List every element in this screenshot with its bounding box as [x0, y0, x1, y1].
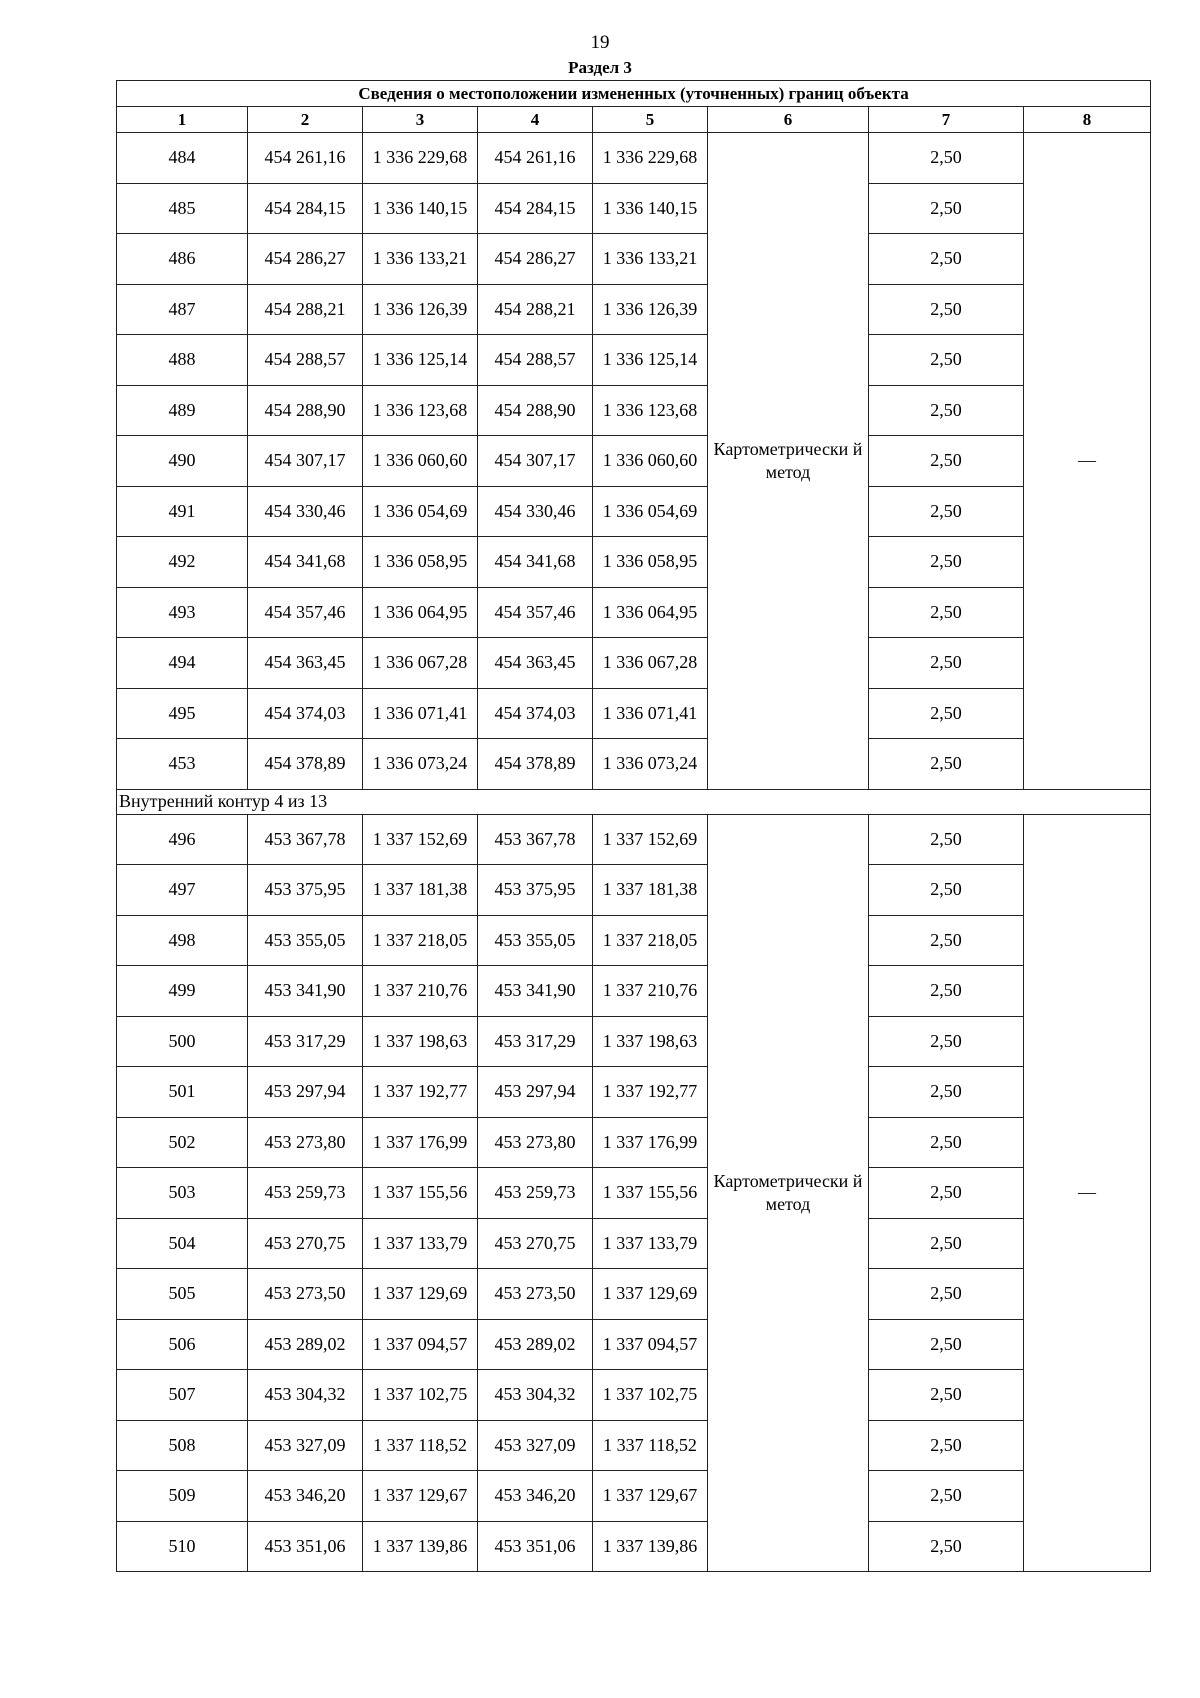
coord-x-existing: 454 357,46	[248, 587, 363, 638]
table-row	[117, 1117, 1151, 1168]
accuracy-value: 2,50	[869, 966, 1024, 1017]
coord-y-existing: 1 337 198,63	[363, 1016, 478, 1067]
point-number: 491	[117, 486, 248, 537]
boundary-table	[116, 80, 1151, 1572]
accuracy-value: 2,50	[869, 486, 1024, 537]
column-number-4: 4	[478, 107, 593, 133]
coord-y-existing: 1 337 139,86	[363, 1521, 478, 1572]
coord-y-existing: 1 336 126,39	[363, 284, 478, 335]
accuracy-value: 2,50	[869, 814, 1024, 865]
accuracy-value: 2,50	[869, 234, 1024, 285]
point-number: 510	[117, 1521, 248, 1572]
coord-x-existing: 454 288,57	[248, 335, 363, 386]
coord-y-existing: 1 337 176,99	[363, 1117, 478, 1168]
point-number: 501	[117, 1067, 248, 1118]
table-row	[117, 638, 1151, 689]
point-number: 499	[117, 966, 248, 1017]
point-number: 453	[117, 739, 248, 790]
point-number: 484	[117, 133, 248, 184]
point-number: 492	[117, 537, 248, 588]
column-number-3: 3	[363, 107, 478, 133]
coord-y-new: 1 336 058,95	[593, 537, 708, 588]
coord-x-new: 454 286,27	[478, 234, 593, 285]
column-number-8: 8	[1024, 107, 1151, 133]
accuracy-value: 2,50	[869, 1370, 1024, 1421]
coord-y-existing: 1 337 218,05	[363, 915, 478, 966]
coord-y-new: 1 337 181,38	[593, 865, 708, 916]
coord-y-new: 1 336 133,21	[593, 234, 708, 285]
coord-x-new: 453 304,32	[478, 1370, 593, 1421]
coord-y-new: 1 336 126,39	[593, 284, 708, 335]
point-number: 489	[117, 385, 248, 436]
accuracy-value: 2,50	[869, 436, 1024, 487]
coord-y-existing: 1 336 125,14	[363, 335, 478, 386]
coord-x-new: 454 288,90	[478, 385, 593, 436]
coord-y-new: 1 337 176,99	[593, 1117, 708, 1168]
point-number: 507	[117, 1370, 248, 1421]
coord-x-new: 453 273,50	[478, 1269, 593, 1320]
coord-x-existing: 454 363,45	[248, 638, 363, 689]
table-row	[117, 385, 1151, 436]
coord-x-existing: 453 341,90	[248, 966, 363, 1017]
accuracy-value: 2,50	[869, 587, 1024, 638]
point-number: 498	[117, 915, 248, 966]
accuracy-value: 2,50	[869, 739, 1024, 790]
accuracy-value: 2,50	[869, 385, 1024, 436]
coord-x-existing: 453 317,29	[248, 1016, 363, 1067]
coord-x-new: 453 297,94	[478, 1067, 593, 1118]
coord-x-existing: 453 375,95	[248, 865, 363, 916]
accuracy-value: 2,50	[869, 183, 1024, 234]
coord-y-existing: 1 336 058,95	[363, 537, 478, 588]
coord-x-existing: 453 355,05	[248, 915, 363, 966]
coord-y-existing: 1 336 133,21	[363, 234, 478, 285]
coord-y-new: 1 336 073,24	[593, 739, 708, 790]
accuracy-value: 2,50	[869, 1016, 1024, 1067]
coord-x-existing: 453 367,78	[248, 814, 363, 865]
point-number: 494	[117, 638, 248, 689]
table-row	[117, 739, 1151, 790]
coord-x-new: 454 341,68	[478, 537, 593, 588]
coord-y-new: 1 337 218,05	[593, 915, 708, 966]
accuracy-value: 2,50	[869, 1218, 1024, 1269]
accuracy-value: 2,50	[869, 1420, 1024, 1471]
column-8-dash: —	[1024, 133, 1151, 790]
coord-y-new: 1 336 054,69	[593, 486, 708, 537]
coord-x-existing: 453 327,09	[248, 1420, 363, 1471]
coord-y-new: 1 336 229,68	[593, 133, 708, 184]
point-number: 500	[117, 1016, 248, 1067]
table-row	[117, 486, 1151, 537]
coord-x-existing: 454 286,27	[248, 234, 363, 285]
coord-y-existing: 1 337 181,38	[363, 865, 478, 916]
point-number: 486	[117, 234, 248, 285]
table-row	[117, 1319, 1151, 1370]
coord-y-existing: 1 337 152,69	[363, 814, 478, 865]
coord-x-existing: 453 273,80	[248, 1117, 363, 1168]
coord-y-new: 1 337 102,75	[593, 1370, 708, 1421]
coord-y-new: 1 336 067,28	[593, 638, 708, 689]
coord-y-existing: 1 336 067,28	[363, 638, 478, 689]
coord-x-existing: 453 273,50	[248, 1269, 363, 1320]
table-row	[117, 1521, 1151, 1572]
coord-x-new: 454 378,89	[478, 739, 593, 790]
coord-x-existing: 454 288,21	[248, 284, 363, 335]
coord-x-new: 453 346,20	[478, 1471, 593, 1522]
coord-y-existing: 1 337 129,69	[363, 1269, 478, 1320]
coord-y-new: 1 337 192,77	[593, 1067, 708, 1118]
coord-x-existing: 454 374,03	[248, 688, 363, 739]
column-number-7: 7	[869, 107, 1024, 133]
table-row	[117, 1471, 1151, 1522]
table-row	[117, 688, 1151, 739]
coord-y-new: 1 337 118,52	[593, 1420, 708, 1471]
coord-y-new: 1 336 125,14	[593, 335, 708, 386]
table-row	[117, 1218, 1151, 1269]
table-row	[117, 814, 1151, 865]
coord-x-existing: 453 297,94	[248, 1067, 363, 1118]
coord-x-new: 453 341,90	[478, 966, 593, 1017]
accuracy-value: 2,50	[869, 1117, 1024, 1168]
point-number: 509	[117, 1471, 248, 1522]
point-number: 488	[117, 335, 248, 386]
coord-x-new: 453 327,09	[478, 1420, 593, 1471]
point-number: 496	[117, 814, 248, 865]
accuracy-value: 2,50	[869, 638, 1024, 689]
table-row	[117, 1269, 1151, 1320]
table-row	[117, 436, 1151, 487]
coord-y-new: 1 336 140,15	[593, 183, 708, 234]
coord-y-existing: 1 337 102,75	[363, 1370, 478, 1421]
accuracy-value: 2,50	[869, 865, 1024, 916]
section-title: Раздел 3	[568, 58, 632, 77]
coord-x-existing: 454 284,15	[248, 183, 363, 234]
table-row	[117, 133, 1151, 184]
coord-y-existing: 1 337 129,67	[363, 1471, 478, 1522]
coord-x-new: 454 261,16	[478, 133, 593, 184]
coord-x-new: 454 374,03	[478, 688, 593, 739]
column-number-2: 2	[248, 107, 363, 133]
coord-x-new: 453 270,75	[478, 1218, 593, 1269]
coord-x-new: 453 351,06	[478, 1521, 593, 1572]
coord-y-existing: 1 336 060,60	[363, 436, 478, 487]
table-row	[117, 284, 1151, 335]
coord-y-existing: 1 336 071,41	[363, 688, 478, 739]
coord-y-existing: 1 336 054,69	[363, 486, 478, 537]
coord-y-new: 1 337 133,79	[593, 1218, 708, 1269]
coord-x-new: 453 289,02	[478, 1319, 593, 1370]
table-row	[117, 335, 1151, 386]
table-row	[117, 183, 1151, 234]
point-number: 502	[117, 1117, 248, 1168]
accuracy-value: 2,50	[869, 133, 1024, 184]
coord-y-new: 1 337 152,69	[593, 814, 708, 865]
coord-x-new: 454 307,17	[478, 436, 593, 487]
coord-x-existing: 454 378,89	[248, 739, 363, 790]
point-number: 508	[117, 1420, 248, 1471]
coord-x-new: 453 367,78	[478, 814, 593, 865]
point-number: 495	[117, 688, 248, 739]
coord-y-new: 1 337 129,69	[593, 1269, 708, 1320]
coord-y-new: 1 337 210,76	[593, 966, 708, 1017]
coord-x-new: 453 273,80	[478, 1117, 593, 1168]
coord-y-existing: 1 336 073,24	[363, 739, 478, 790]
coord-y-existing: 1 336 140,15	[363, 183, 478, 234]
point-number: 497	[117, 865, 248, 916]
coord-y-new: 1 337 139,86	[593, 1521, 708, 1572]
table-row	[117, 1420, 1151, 1471]
column-number-1: 1	[117, 107, 248, 133]
point-number: 487	[117, 284, 248, 335]
coord-x-existing: 453 351,06	[248, 1521, 363, 1572]
accuracy-value: 2,50	[869, 688, 1024, 739]
table-row	[117, 537, 1151, 588]
coord-x-new: 453 259,73	[478, 1168, 593, 1219]
method-cell: Картометрически й метод	[708, 133, 869, 790]
coord-x-new: 454 357,46	[478, 587, 593, 638]
column-number-5: 5	[593, 107, 708, 133]
accuracy-value: 2,50	[869, 1269, 1024, 1320]
coord-y-existing: 1 337 094,57	[363, 1319, 478, 1370]
accuracy-value: 2,50	[869, 1471, 1024, 1522]
coord-x-existing: 453 270,75	[248, 1218, 363, 1269]
point-number: 503	[117, 1168, 248, 1219]
page-number: 19	[590, 32, 610, 53]
coord-x-existing: 454 341,68	[248, 537, 363, 588]
table-row	[117, 865, 1151, 916]
coord-y-existing: 1 337 118,52	[363, 1420, 478, 1471]
coord-x-new: 454 363,45	[478, 638, 593, 689]
coord-x-new: 454 288,57	[478, 335, 593, 386]
coord-y-existing: 1 337 192,77	[363, 1067, 478, 1118]
coord-y-existing: 1 337 133,79	[363, 1218, 478, 1269]
coord-y-existing: 1 336 123,68	[363, 385, 478, 436]
coord-y-new: 1 336 071,41	[593, 688, 708, 739]
accuracy-value: 2,50	[869, 1521, 1024, 1572]
coord-x-existing: 454 307,17	[248, 436, 363, 487]
point-number: 504	[117, 1218, 248, 1269]
coord-y-existing: 1 337 210,76	[363, 966, 478, 1017]
coord-y-new: 1 337 198,63	[593, 1016, 708, 1067]
accuracy-value: 2,50	[869, 1319, 1024, 1370]
coord-y-new: 1 337 094,57	[593, 1319, 708, 1370]
coord-x-existing: 453 259,73	[248, 1168, 363, 1219]
accuracy-value: 2,50	[869, 335, 1024, 386]
coord-y-existing: 1 336 229,68	[363, 133, 478, 184]
coord-x-existing: 453 289,02	[248, 1319, 363, 1370]
coord-x-new: 454 288,21	[478, 284, 593, 335]
coord-y-new: 1 337 129,67	[593, 1471, 708, 1522]
accuracy-value: 2,50	[869, 1168, 1024, 1219]
coord-x-existing: 454 288,90	[248, 385, 363, 436]
coord-x-existing: 454 330,46	[248, 486, 363, 537]
table-row	[117, 1016, 1151, 1067]
method-cell: Картометрически й метод	[708, 814, 869, 1572]
point-number: 485	[117, 183, 248, 234]
table-row	[117, 1168, 1151, 1219]
coord-y-new: 1 336 123,68	[593, 385, 708, 436]
coord-y-existing: 1 336 064,95	[363, 587, 478, 638]
accuracy-value: 2,50	[869, 284, 1024, 335]
column-8-dash: —	[1024, 814, 1151, 1572]
table-row	[117, 915, 1151, 966]
table-caption: Сведения о местоположении измененных (уточненных) границ объекта	[117, 81, 1151, 107]
coord-y-new: 1 337 155,56	[593, 1168, 708, 1219]
coord-x-new: 454 284,15	[478, 183, 593, 234]
coord-x-existing: 453 304,32	[248, 1370, 363, 1421]
coord-x-existing: 454 261,16	[248, 133, 363, 184]
table-row	[117, 966, 1151, 1017]
point-number: 490	[117, 436, 248, 487]
accuracy-value: 2,50	[869, 1067, 1024, 1118]
coord-x-existing: 453 346,20	[248, 1471, 363, 1522]
table-row	[117, 234, 1151, 285]
table-row	[117, 587, 1151, 638]
coord-x-new: 453 317,29	[478, 1016, 593, 1067]
contour-label: Внутренний контур 4 из 13	[117, 789, 1151, 814]
coord-x-new: 453 355,05	[478, 915, 593, 966]
coord-x-new: 454 330,46	[478, 486, 593, 537]
table-row	[117, 1067, 1151, 1118]
accuracy-value: 2,50	[869, 537, 1024, 588]
coord-y-new: 1 336 064,95	[593, 587, 708, 638]
point-number: 505	[117, 1269, 248, 1320]
accuracy-value: 2,50	[869, 915, 1024, 966]
table-row	[117, 1370, 1151, 1421]
column-number-6: 6	[708, 107, 869, 133]
coord-x-new: 453 375,95	[478, 865, 593, 916]
point-number: 506	[117, 1319, 248, 1370]
coord-y-new: 1 336 060,60	[593, 436, 708, 487]
point-number: 493	[117, 587, 248, 638]
coord-y-existing: 1 337 155,56	[363, 1168, 478, 1219]
